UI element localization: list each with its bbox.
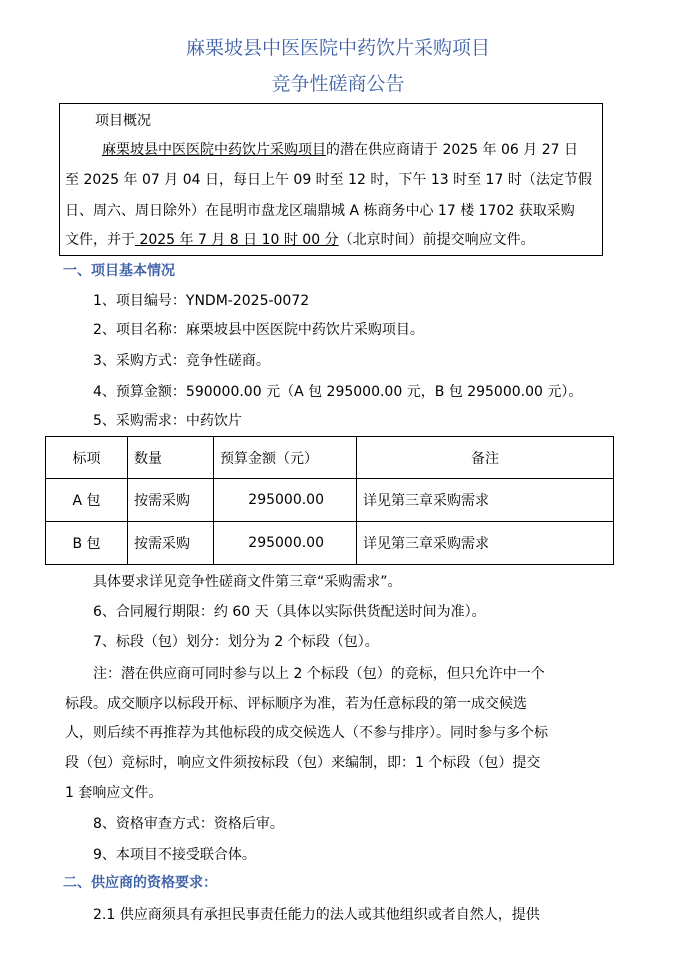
table-cell: 详见第三章采购需求 xyxy=(357,522,614,565)
qualification-2-1: 2.1 供应商须具有承担民事责任能力的法人或其他组织或者自然人，提供 xyxy=(93,907,540,923)
note-line: 段（包）竞标时，响应文件须按标段（包）来编制，即：1 个标段（包）提交 xyxy=(65,755,541,771)
table-cell: B 包 xyxy=(46,522,128,565)
overview-line1-suffix: 的潜在供应商请于 2025 年 06 月 27 日 xyxy=(326,142,578,158)
overview-line1 xyxy=(102,140,578,160)
section2-heading: 二、供应商的资格要求： xyxy=(63,875,217,891)
table-row xyxy=(46,479,614,522)
item-3: 3、采购方式：竞争性磋商。 xyxy=(93,353,270,369)
after-table-text: 具体要求详见竞争性磋商文件第三章“采购需求”。 xyxy=(93,574,402,590)
item-5: 5、采购需求：中药饮片 xyxy=(93,413,242,429)
section1-heading: 一、项目基本情况 xyxy=(63,263,175,279)
note-line: 注：潜在供应商可同时参与以上 2 个标段（包）的竞标，但只允许中一个 xyxy=(93,666,545,682)
table-cell: A 包 xyxy=(46,479,128,522)
overview-line3: 日、周六、周日除外）在昆明市盘龙区瑞鼎城 A 栋商务中心 17 楼 1702 获取采购 xyxy=(65,203,575,219)
table-header-row xyxy=(46,437,614,479)
package-table xyxy=(45,436,614,565)
table-header-cell: 数量 xyxy=(128,437,214,479)
item-8: 8、资格审查方式：资格后审。 xyxy=(93,816,284,832)
overview-line4-suffix: （北京时间）前提交响应文件。 xyxy=(338,232,535,248)
overview-line2: 至 2025 年 07 月 04 日，每日上午 09 时至 12 时，下午 13 时至 17 时（法定节假 xyxy=(65,172,592,188)
overview-line4-prefix: 文件，并于 xyxy=(65,232,135,248)
overview-deadline: 2025 年 7 月 8 日 10 时 00 分 xyxy=(135,232,339,248)
note-line: 人，则后续不再推荐为其他标段的成交候选人（不参与排序）。同时参与多个标 xyxy=(65,725,548,741)
item-4: 4、预算金额：590000.00 元（A 包 295000.00 元，B 包 295000.00 元）。 xyxy=(93,384,583,400)
table-header-cell: 备注 xyxy=(357,437,614,479)
table-cell: 按需采购 xyxy=(128,522,214,565)
title-line1: 麻栗坡县中医医院中药饮片采购项目 xyxy=(185,37,490,59)
table-cell: 按需采购 xyxy=(128,479,214,522)
table-cell: 详见第三章采购需求 xyxy=(357,479,614,522)
table-cell: 295000.00 xyxy=(214,522,357,565)
overview-heading: 项目概况 xyxy=(95,113,151,129)
title-line2: 竞争性磋商公告 xyxy=(271,73,405,95)
item-1: 1、项目编号：YNDM-2025-0072 xyxy=(93,293,310,309)
item-7: 7、标段（包）划分：划分为 2 个标段（包）。 xyxy=(93,634,379,650)
note-line: 1 套响应文件。 xyxy=(65,785,163,801)
item-6: 6、合同履行期限：约 60 天（具体以实际供货配送时间为准）。 xyxy=(93,604,486,620)
overview-project-name: 麻栗坡县中医医院中药饮片采购项目 xyxy=(102,142,326,158)
table-cell: 295000.00 xyxy=(214,479,357,522)
table-row xyxy=(46,522,614,565)
item-2: 2、项目名称：麻栗坡县中医医院中药饮片采购项目。 xyxy=(93,322,424,338)
table-header-cell: 预算金额（元） xyxy=(214,437,357,479)
table-header-cell: 标项 xyxy=(46,437,128,479)
overview-line4 xyxy=(65,230,535,250)
note-line: 标段。成交顺序以标段开标、评标顺序为准，若为任意标段的第一成交候选 xyxy=(65,696,527,712)
item-9: 9、本项目不接受联合体。 xyxy=(93,847,256,863)
